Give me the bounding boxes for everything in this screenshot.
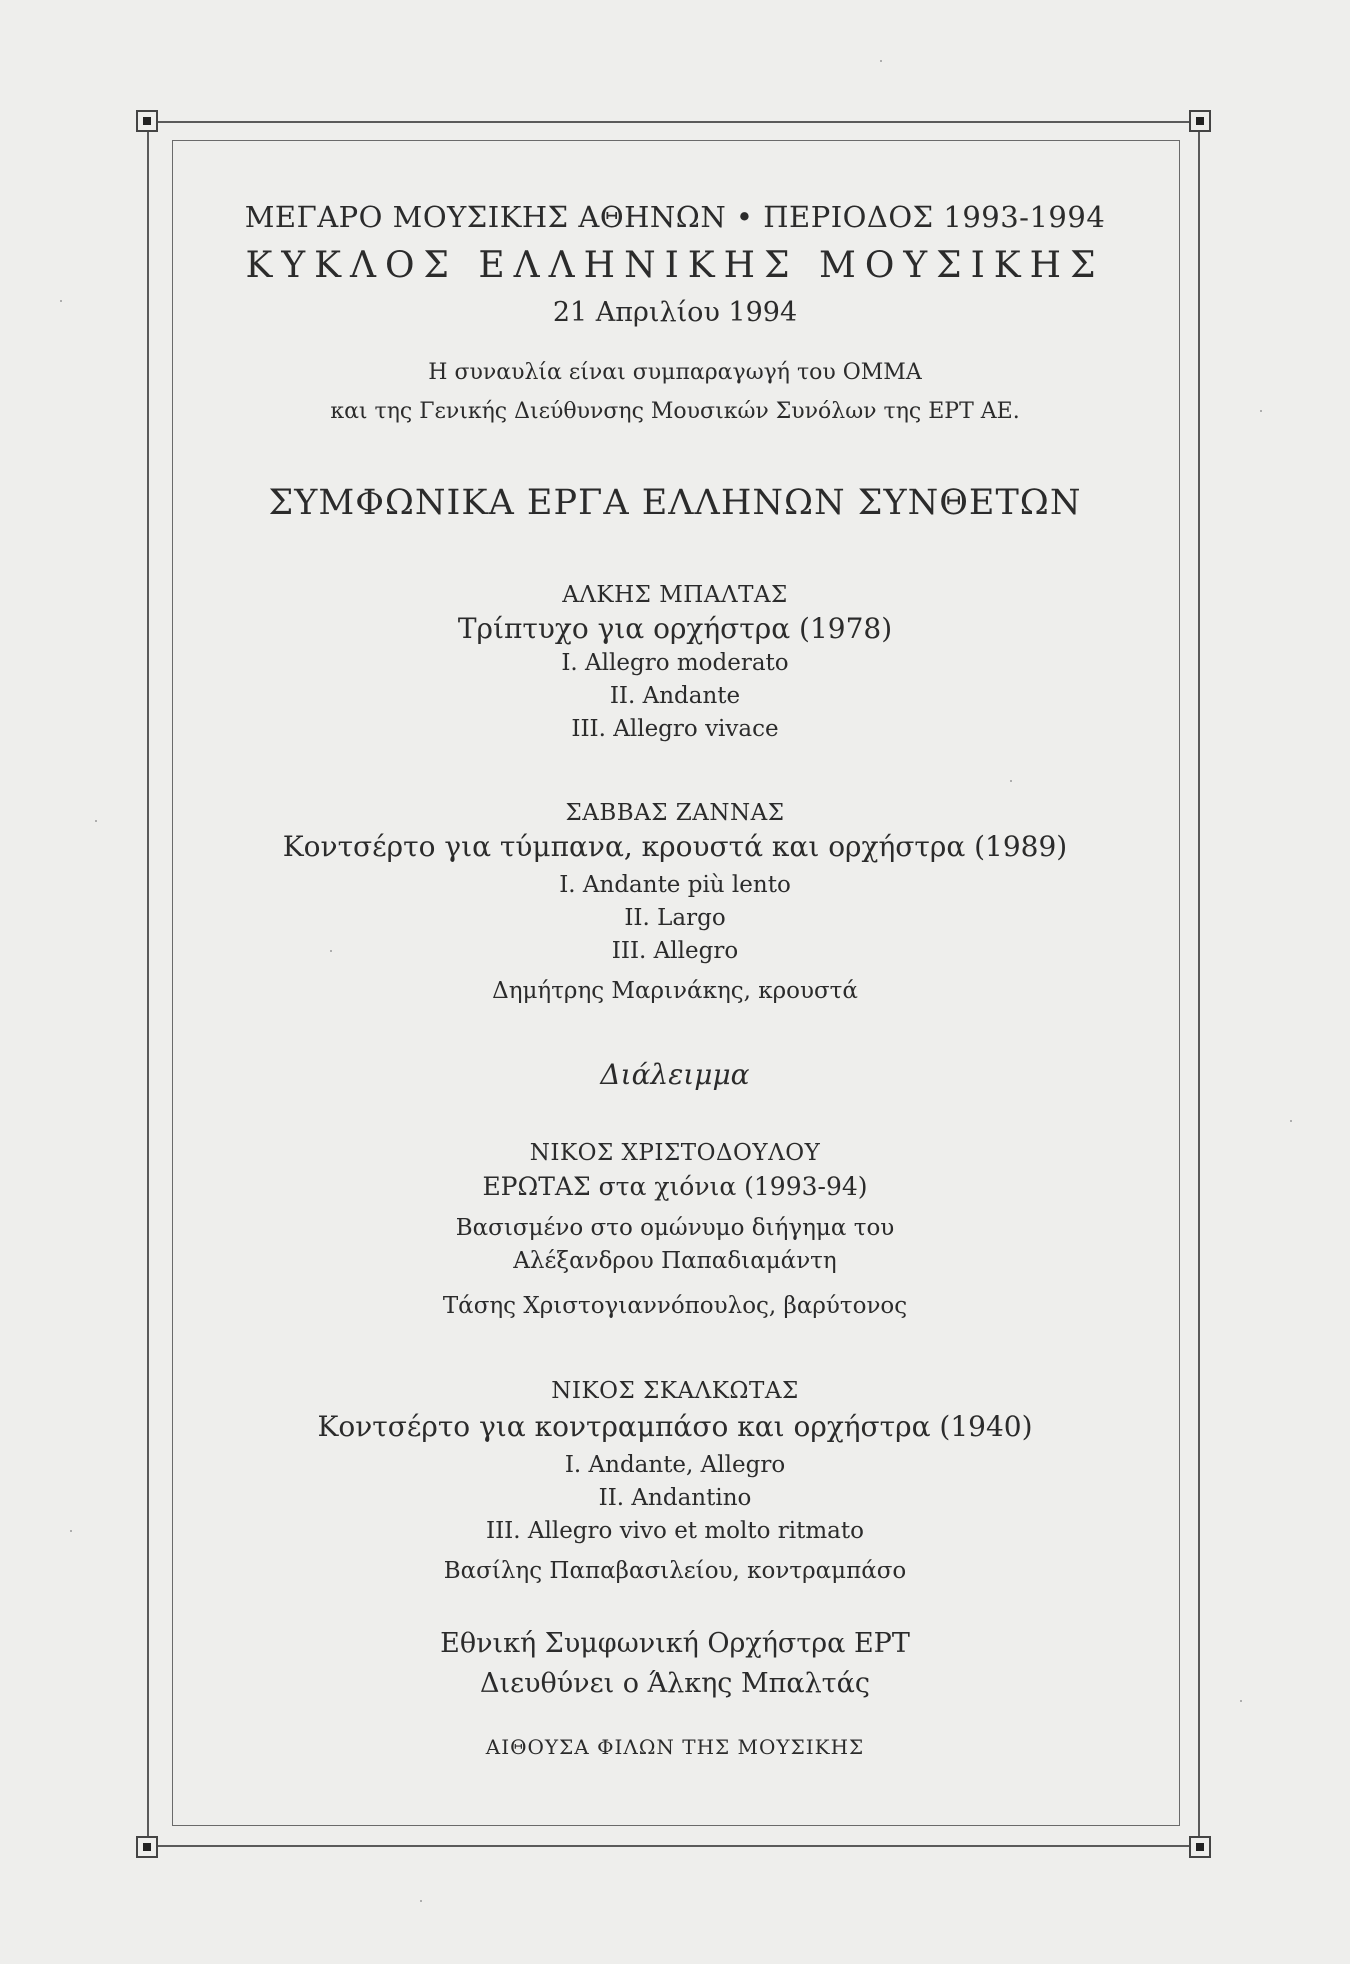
orchestra-name: Εθνική Συμφωνική Ορχήστρα ΕΡΤ [440,1628,910,1659]
work-subtitle: Βασισμένο στο ομώνυμο διήγημα του [455,1215,895,1241]
composer-name: ΝΙΚΟΣ ΧΡΙΣΤΟΔΟΥΛΟΥ [529,1140,821,1166]
coproduction-note: Η συναυλία είναι συμπαραγωγή του ΟΜΜΑ [428,360,922,385]
work-subtitle: Αλέξανδρου Παπαδιαμάντη [513,1248,837,1274]
movement: II. Andante [609,683,741,709]
movement: III. Allegro [611,938,739,964]
movement: III. Allegro vivace [571,716,779,742]
corner-ornament-top-right-icon [1189,110,1211,132]
movement: III. Allegro vivo et molto ritmato [486,1518,864,1544]
venue-hall: ΑΙΘΟΥΣΑ ΦΙΛΩΝ ΤΗΣ ΜΟΥΣΙΚΗΣ [485,1735,865,1759]
performer: Βασίλης Παπαβασιλείου, κοντραμπάσο [443,1558,907,1584]
movement: II. Largo [624,905,726,931]
coproduction-note: και της Γενικής Διεύθυνσης Μουσικών Συνόλων της ΕΡΤ ΑΕ. [330,399,1020,424]
corner-ornament-bottom-left-icon [136,1836,158,1858]
composer-name: ΝΙΚΟΣ ΣΚΑΛΚΩΤΑΣ [551,1378,799,1404]
intermission: Διάλειμμα [600,1058,750,1091]
movement: II. Andantino [598,1485,752,1511]
work-title: Τρίπτυχο για ορχήστρα (1978) [457,612,893,645]
movement: I. Andante, Allegro [564,1452,786,1478]
corner-ornament-top-left-icon [136,110,158,132]
venue-season-header: ΜΕΓΑΡΟ ΜΟΥΣΙΚΗΣ ΑΘΗΝΩΝ • ΠΕΡΙΟΔΟΣ 1993-1994 [244,200,1106,234]
work-title: Κοντσέρτο για κοντραμπάσο και ορχήστρα (1940) [317,1410,1033,1443]
work-title: Κοντσέρτο για τύμπανα, κρουστά και ορχήστρα (1989) [282,830,1068,863]
series-title: ΚΥΚΛΟΣ ΕΛΛΗΝΙΚΗΣ ΜΟΥΣΙΚΗΣ [245,245,1105,286]
corner-ornament-bottom-right-icon [1189,1836,1211,1858]
movement: I. Andante più lento [559,872,791,898]
performer: Δημήτρης Μαρινάκης, κρουστά [492,978,858,1004]
movement: I. Allegro moderato [561,650,789,676]
section-title: ΣΥΜΦΩΝΙΚΑ ΕΡΓΑ ΕΛΛΗΝΩΝ ΣΥΝΘΕΤΩΝ [268,483,1082,523]
conductor: Διευθύνει ο Άλκης Μπαλτάς [480,1668,870,1699]
composer-name: ΣΑΒΒΑΣ ΖΑΝΝΑΣ [565,800,785,826]
composer-name: ΑΛΚΗΣ ΜΠΑΛΤΑΣ [562,582,788,608]
work-title: ΕΡΩΤΑΣ στα χιόνια (1993-94) [482,1172,868,1201]
concert-date: 21 Απριλίου 1994 [552,297,798,328]
performer: Τάσης Χριστογιαννόπουλος, βαρύτονος [442,1293,908,1319]
